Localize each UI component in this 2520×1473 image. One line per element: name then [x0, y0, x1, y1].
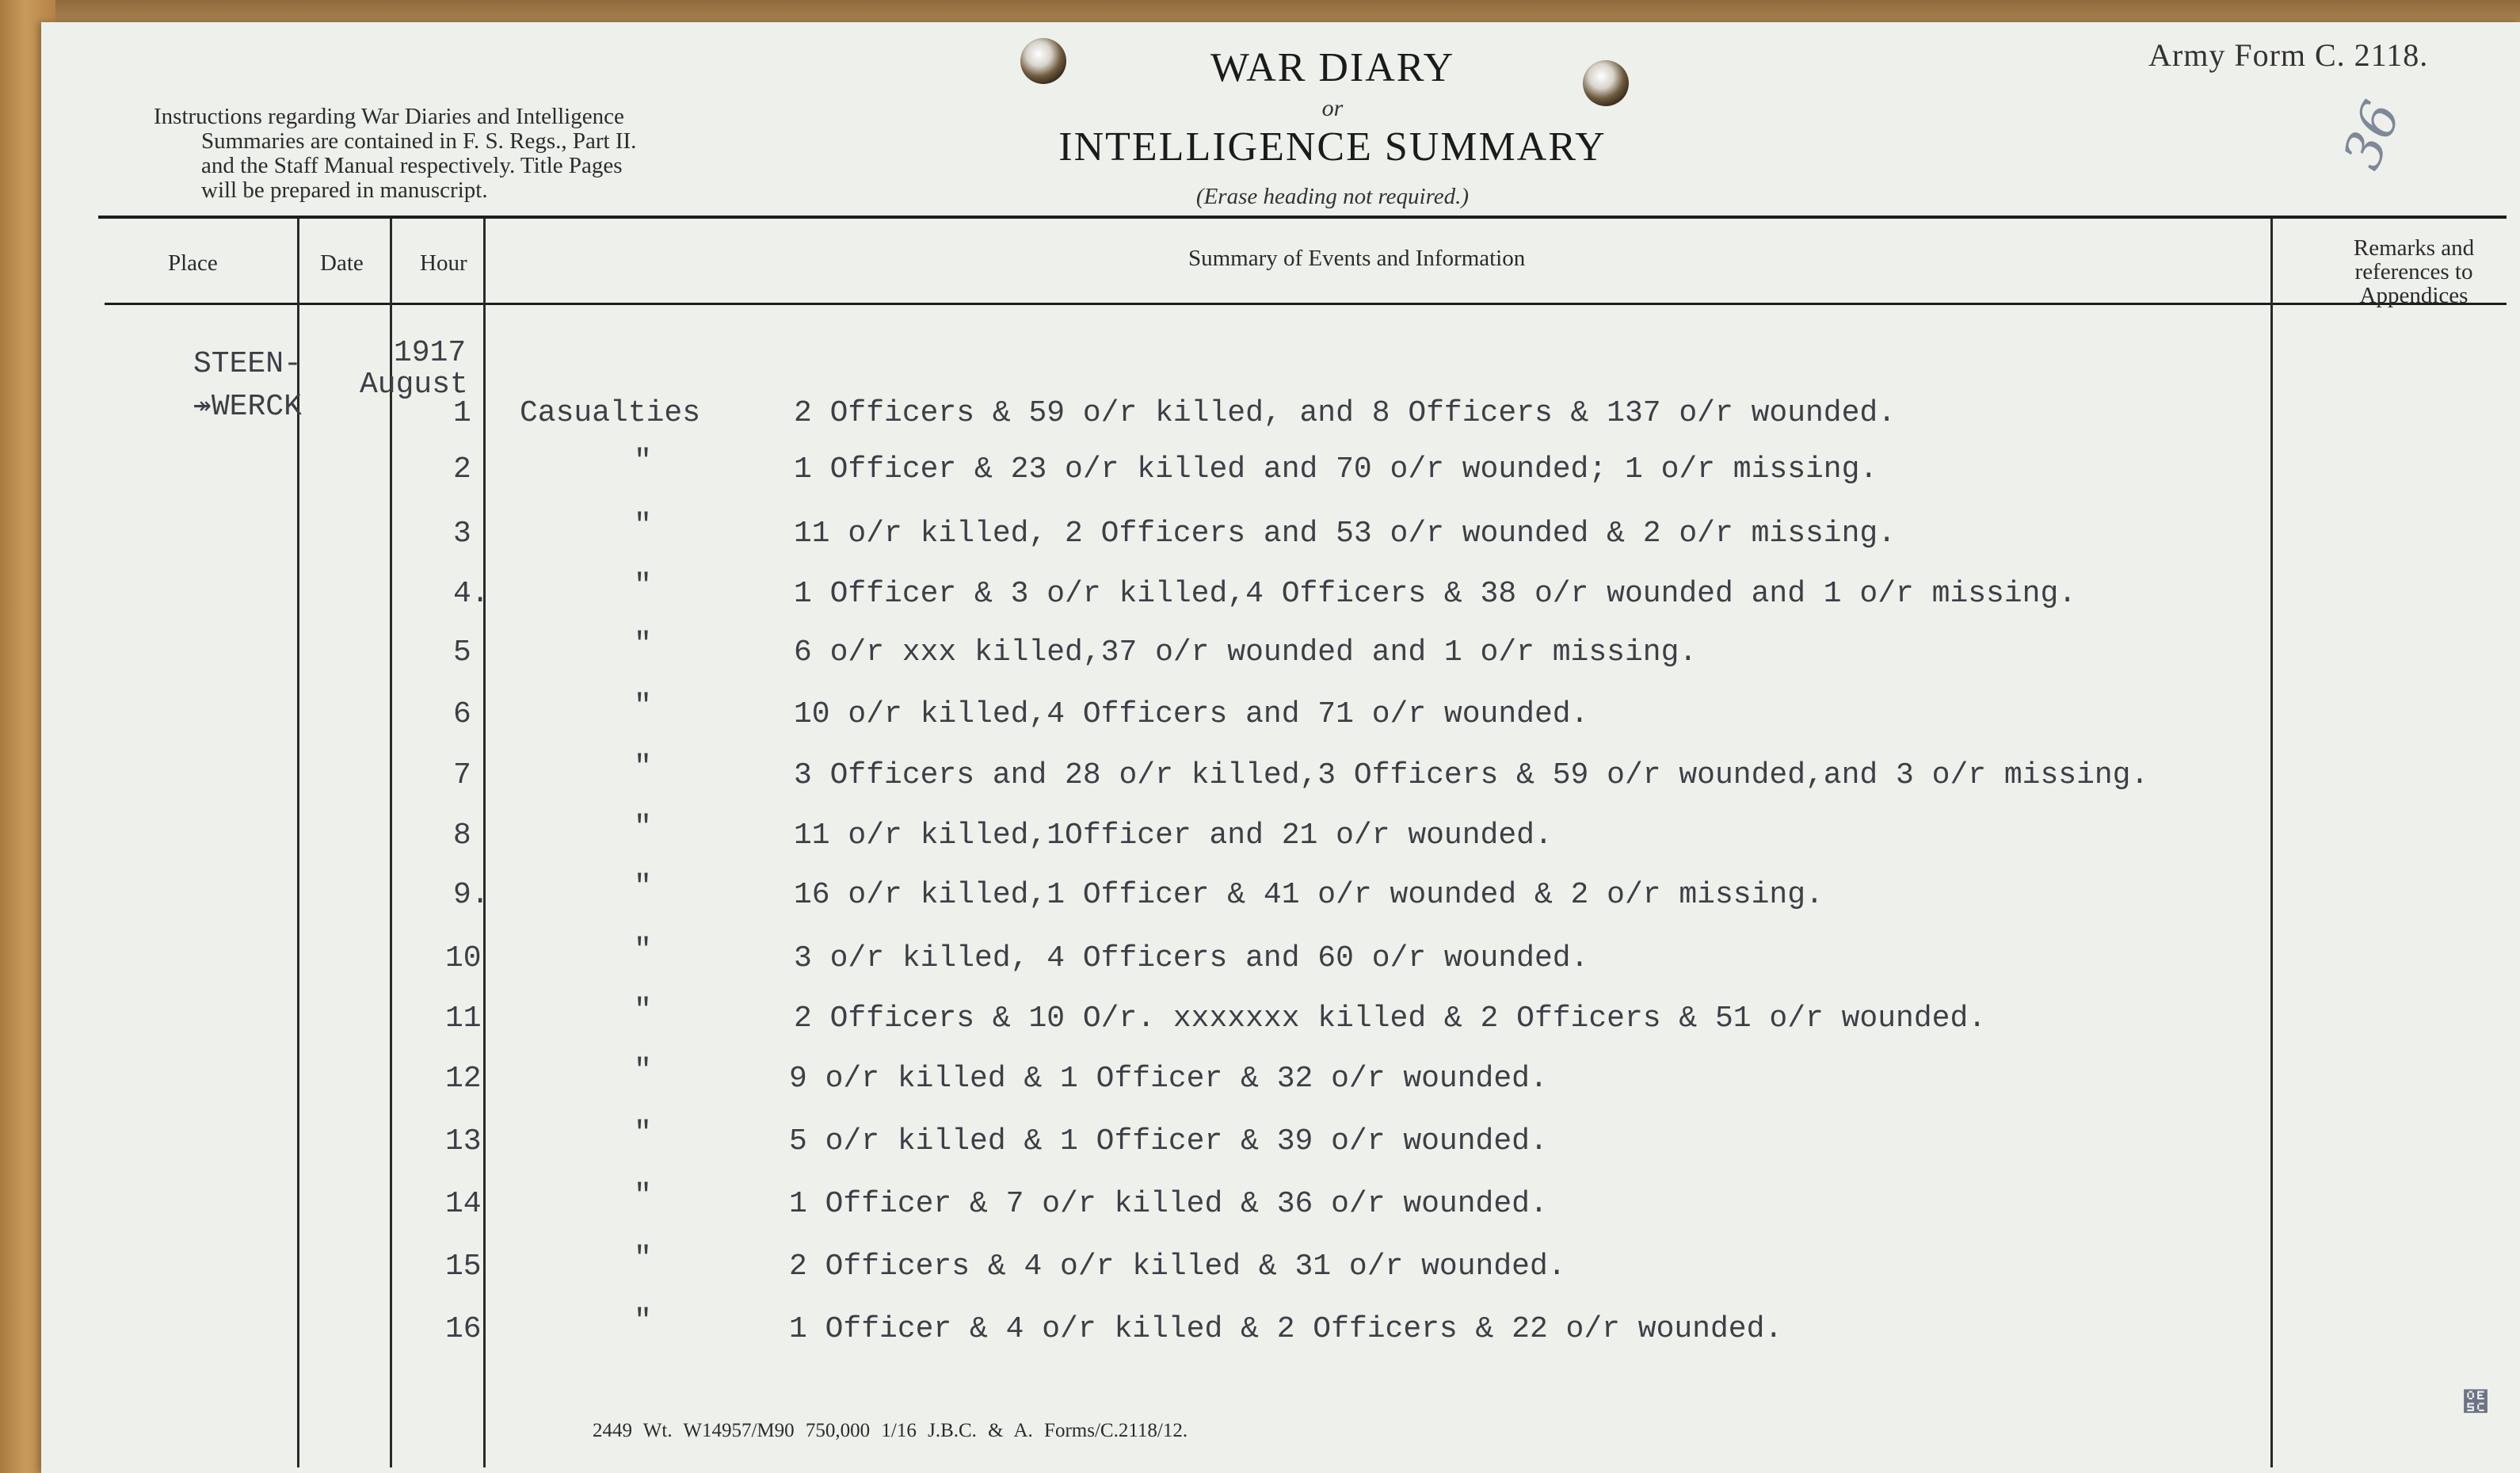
entry-day: 11 — [445, 1002, 482, 1036]
column-divider-date — [390, 219, 392, 1467]
entry-day: 1 — [453, 396, 471, 430]
column-header-summary: Summary of Events and Information — [1188, 246, 1526, 271]
entry-day: 12 — [445, 1062, 482, 1096]
entry-day: 7 — [453, 758, 471, 792]
entry-day: 5 — [453, 635, 471, 670]
column-divider-remarks — [2270, 219, 2273, 1467]
entry-text: 1 Officer & 3 o/r killed,4 Officers & 38 o/r wounded and 1 o/r missing. — [794, 577, 2077, 611]
instructions-line: and the Staff Manual respectively. Title Pages — [201, 153, 623, 178]
entry-text: 1 Officer & 23 o/r killed and 70 o/r wounded; 1 o/r missing. — [794, 452, 1878, 487]
entry-text: 3 o/r killed, 4 Officers and 60 o/r wounded. — [794, 941, 1589, 975]
ditto-mark: " — [634, 811, 652, 845]
ditto-mark: " — [634, 870, 652, 904]
entry-text: 5 o/r killed & 1 Officer & 39 o/r wounded. — [789, 1124, 1548, 1158]
column-divider-hour — [483, 219, 486, 1467]
entry-text: 16 o/r killed,1 Officer & 41 o/r wounded & 2 o/r missing. — [794, 878, 1824, 912]
ditto-mark: " — [634, 933, 652, 967]
diary-month: August — [360, 368, 468, 402]
ditto-mark: " — [634, 1242, 652, 1276]
entry-day: 4. — [453, 577, 490, 611]
entry-text: 6 o/r xxx killed,37 o/r wounded and 1 o/r missing. — [794, 635, 1698, 670]
remarks-header-line: Appendices — [2359, 283, 2469, 308]
entry-text: 2 Officers & 59 o/r killed, and 8 Officers & 137 o/r wounded. — [794, 396, 1897, 430]
instructions-line: will be prepared in manuscript. — [201, 177, 488, 203]
entry-day: 16 — [445, 1312, 482, 1346]
entry-day: 14 — [445, 1187, 482, 1221]
header-bottom-rule — [105, 303, 2507, 305]
entry-day: 3 — [453, 517, 471, 551]
entry-text: 9 o/r killed & 1 Officer & 32 o/r wounded. — [789, 1062, 1548, 1096]
entry-text: 1 Officer & 4 o/r killed & 2 Officers & 22 o/r wounded. — [789, 1312, 1783, 1346]
remarks-header-line: references to — [2354, 259, 2473, 284]
entry-text: 3 Officers and 28 o/r killed,3 Officers & 59 o/r wounded,and 3 o/r missing. — [794, 758, 2149, 792]
page-number-mark: 36 — [2331, 93, 2413, 177]
place-line-1: STEEN- — [193, 347, 302, 381]
diary-year: 1917 — [394, 336, 467, 370]
ditto-mark: " — [634, 1304, 652, 1338]
entry-day: 8 — [453, 819, 471, 853]
entry-category: Casualties — [520, 396, 701, 430]
title-intelligence-summary: INTELLIGENCE SUMMARY — [1058, 124, 1607, 170]
ditto-mark: " — [634, 445, 652, 479]
column-header-hour: Hour — [420, 250, 467, 276]
ditto-mark: " — [634, 1179, 652, 1213]
entry-text: 2 Officers & 4 o/r killed & 31 o/r wounded. — [789, 1250, 1566, 1284]
corner-pencil-mark: ๜ — [2462, 1387, 2489, 1418]
ditto-mark: " — [634, 628, 652, 662]
entry-day: 9. — [453, 878, 490, 912]
ditto-mark: " — [634, 994, 652, 1028]
title-note: (Erase heading not required.) — [1195, 184, 1470, 209]
instructions-line: Summaries are contained in F. S. Regs., Part II. — [201, 128, 637, 154]
instructions-line: Instructions regarding War Diaries and Intelligence — [154, 104, 624, 129]
form-print-line: 2449 Wt. W14957/M90 750,000 1/16 J.B.C. & A. Forms/C.2118/12. — [593, 1420, 1188, 1441]
entry-day: 10 — [445, 941, 482, 975]
instructions-block — [154, 105, 811, 203]
ditto-mark: " — [634, 750, 652, 784]
entry-day: 6 — [453, 697, 471, 731]
ditto-mark: " — [634, 509, 652, 543]
remarks-header-line: Remarks and — [2353, 235, 2475, 261]
ditto-mark: " — [634, 1116, 652, 1151]
column-header-remarks — [2316, 236, 2511, 307]
entry-text: 11 o/r killed, 2 Officers and 53 o/r wounded & 2 o/r missing. — [794, 517, 1897, 551]
ditto-mark: " — [634, 569, 652, 603]
entry-text: 2 Officers & 10 O/r. xxxxxxx killed & 2 Officers & 51 o/r wounded. — [794, 1002, 1987, 1036]
ditto-mark: " — [634, 1054, 652, 1088]
entry-text: 11 o/r killed,1Officer and 21 o/r wounded. — [794, 819, 1553, 853]
entry-day: 13 — [445, 1124, 482, 1158]
title-or: or — [1321, 95, 1344, 121]
entry-day: 2 — [453, 452, 471, 487]
entry-day: 15 — [445, 1250, 482, 1284]
place-line-2: ↠WERCK — [193, 390, 302, 424]
header-top-rule — [98, 216, 2507, 219]
entry-text: 10 o/r killed,4 Officers and 71 o/r wounded. — [794, 697, 1589, 731]
column-header-date: Date — [320, 250, 364, 276]
war-diary-sheet — [41, 22, 2520, 1473]
army-form-number: Army Form C. 2118. — [2148, 37, 2429, 73]
entry-text: 1 Officer & 7 o/r killed & 36 o/r wounded. — [789, 1187, 1548, 1221]
ditto-mark: " — [634, 689, 652, 723]
title-war-diary: WAR DIARY — [1210, 45, 1455, 90]
column-header-place: Place — [168, 250, 218, 276]
